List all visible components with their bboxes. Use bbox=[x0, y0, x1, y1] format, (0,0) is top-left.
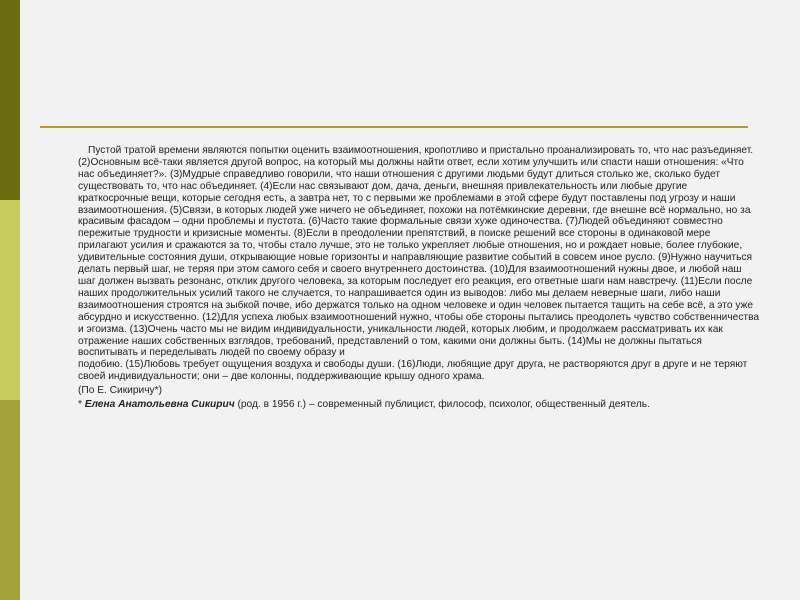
footnote-marker: * bbox=[78, 399, 85, 411]
attribution: (По Е. Сикиричу*) bbox=[78, 385, 162, 397]
footnote bbox=[78, 399, 760, 411]
sidebar-segment-light bbox=[0, 200, 20, 400]
sidebar-accent bbox=[0, 0, 20, 600]
text-body bbox=[78, 145, 760, 411]
continuation-paragraph: подобию. (15)Любовь требует ощущения воздуха и свободы души. (16)Люди, любящие друг друга, не растворяются друг в друге и не теряют своей индивидуальности; они – две колонны, поддерживающие крышу одного храма. bbox=[78, 359, 748, 383]
footnote-author-name: Елена Анатольевна Сикирич bbox=[84, 399, 235, 411]
sidebar-segment-dark bbox=[0, 0, 20, 200]
main-paragraph: Пустой тратой времени являются попытки оценить взаимоотношения, кропотливо и пристально проанализировать то, что нас разъединяет. (2)Основным всё-таки является другой вопрос, на который мы должны найти ответ, если хотим улучшить или спасти наши отношения: «Что нас объединяет?». (3)Мудрые справедливо говорили, что наши отношения с другими людьми будут длиться столько же, сколько будет существовать то, что нас объединяет. (4)Если нас связывают дом, дача, деньги, внешняя привлекательность или любые другие краткосрочные вещи, которые сегодня есть, а завтра нет, то с первыми же проблемами в этой сфере будут поставлены под угрозу и наши взаимоотношения. (5)Связи, в которых людей уже ничего не объединяет, похожи на потёмкинские деревни, где внешне всё нормально, но за красивым фасадом – одни проблемы и пустота. (6)Часто такие формальные связи хуже одиночества. (7)Людей объединяют совместно пережитые трудности и кризисные моменты. (8)Если в преодолении препятствий, в поиске решений все стороны в одинаковой мере прилагают усилия и сражаются за то, чтобы стало лучше, это не только укрепляет любые отношения, но и рождает новые, более глубокие, удивительные состояния души, открывающие новые горизонты и направляющие развитие событий в совсем иное русло. (9)Нужно научиться делать первый шаг, не теряя при этом самого себя и своего внутреннего достоинства. (10)Для взаимоотношений нужны двое, и любой наш шаг должен вызвать резонанс, отклик другого человека, за которым последует его реакция, его ответные шаги нам навстречу. (11)Если после наших продолжительных усилий такого не случается, то напрашивается один из выводов: либо мы делаем неверные шаги, либо наши взаимоотношения строятся на зыбкой почве, ибо держатся только на одном человеке и один человек пытается тащить на себе всё, а это уже абсурдно и искусственно. (12)Для успеха любых взаимоотношений нужно, чтобы обе стороны пытались преодолеть чувство собственничества и эгоизма. (13)Очень часто мы не видим индивидуальности, уникальности людей, которых любим, и продолжаем рассматривать их как отражение наших собственных взглядов, требований, представлений о том, какими они должны быть. (14)Мы не должны пытаться воспитывать и переделывать людей по своему образу и bbox=[78, 145, 760, 359]
title-divider bbox=[40, 126, 748, 128]
sidebar-segment-mid bbox=[0, 400, 20, 600]
footnote-description: (род. в 1956 г.) – современный публицист, философ, психолог, общественный деятель. bbox=[234, 399, 650, 411]
